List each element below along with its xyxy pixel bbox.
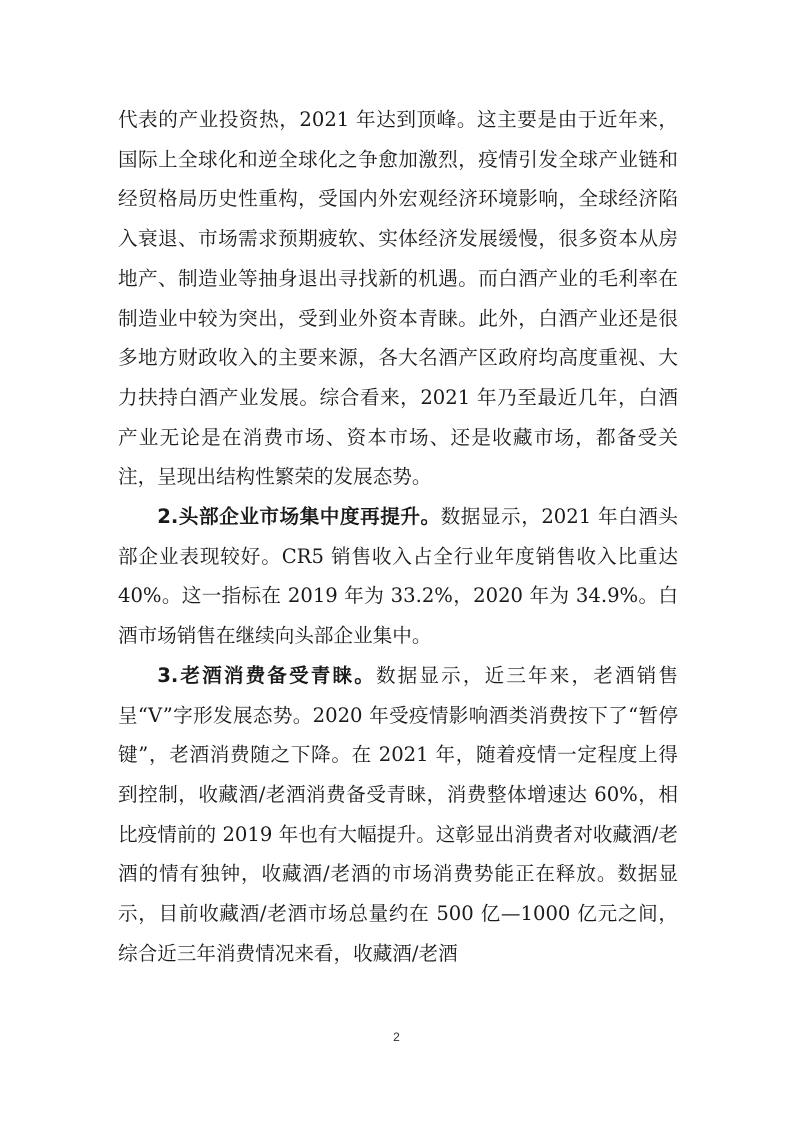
body-text xyxy=(118,100,678,973)
paragraph-2-heading: 2.头部企业市场集中度再提升。 xyxy=(157,505,441,529)
paragraph-2-text: 数据显示，2021 年白酒头部企业表现较好。CR5 销售收入占全行业年度销售收入比重达 40%。这一指标在 2019 年为 33.2%，2020 年为 34.9%。白酒市场销售在继续向头部企业集中。 xyxy=(118,505,678,648)
paragraph-3-heading: 3.老酒消费备受青睐。 xyxy=(157,663,376,687)
paragraph-3 xyxy=(118,656,678,974)
paragraph-2 xyxy=(118,497,678,656)
paragraph-1 xyxy=(118,100,678,497)
paragraph-1-text: 代表的产业投资热，2021 年达到顶峰。这主要是由于近年来，国际上全球化和逆全球化之争愈加激烈，疫情引发全球产业链和经贸格局历史性重构，受国内外宏观经济环境影响，全球经济陷入衰退、市场需求预期疲软、实体经济发展缓慢，很多资本从房地产、制造业等抽身退出寻找新的机遇。而白酒产业的毛利率在制造业中较为突出，受到业外资本青睐。此外，白酒产业还是很多地方财政收入的主要来源，各大名酒产区政府均高度重视、大力扶持白酒产业发展。综合看来，2021 年乃至最近几年，白酒产业无论是在消费市场、资本市场、还是收藏市场，都备受关注，呈现出结构性繁荣的发展态势。 xyxy=(118,108,678,489)
page-number: 2 xyxy=(393,1030,400,1044)
paragraph-3-text: 数据显示，近三年来，老酒销售呈“V”字形发展态势。2020 年受疫情影响酒类消费按下了“暂停键”，老酒消费随之下降。在 2021 年，随着疫情一定程度上得到控制，收藏酒/老酒消费备受青睐，消费整体增速达 60%，相比疫情前的 2019 年也有大幅提升。这彰显出消费者对收藏酒/老酒的情有独钟，收藏酒/老酒的市场消费势能正在释放。数据显示，目前收藏酒/老酒市场总量约在 500 亿—1000 亿元之间，综合近三年消费情况来看，收藏酒/老酒 xyxy=(118,663,679,965)
